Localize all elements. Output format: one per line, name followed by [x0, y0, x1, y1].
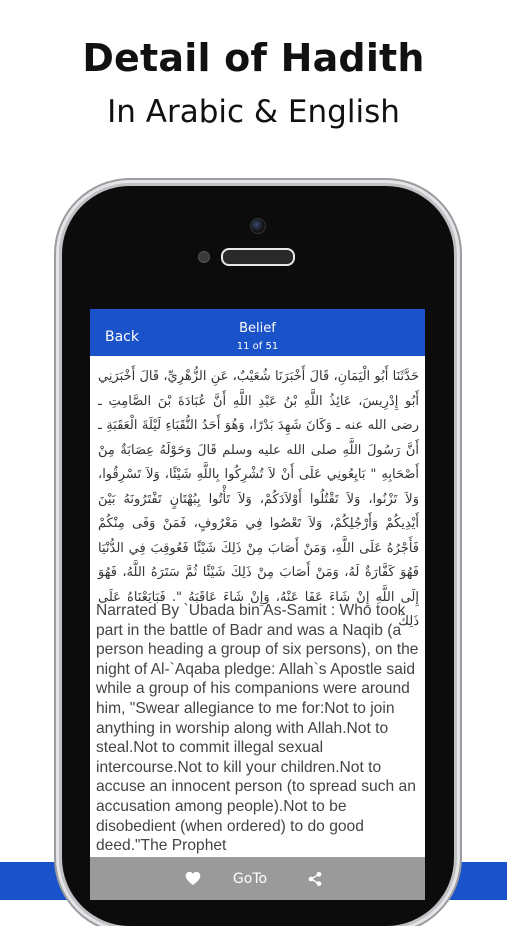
promo-subtitle: In Arabic & English — [107, 94, 400, 130]
bottom-toolbar — [90, 857, 425, 900]
english-text: Narrated By `Ubada bin As-Samit : Who took part in the battle of Badr and was a Naqib (a person heading a group of six persons), on the night of Al-`Aqaba pledge: Allah`s Apostle said while a group of his companions were around him, "Swear allegiance to me for:Not to join anything in worship along with Allah.Not to steal.Not to commit illegal sexual intercourse.Not to kill your children.Not to accuse an innocent person (to spread such an accusation among people).Not to be disobedient (when ordered) to do good deed."The Prophet — [96, 602, 419, 855]
goto-button[interactable]: GoTo — [232, 870, 268, 887]
arabic-text: حَدَّثَنَا أَبُو الْيَمَانِ، قَالَ أَخْبَرَنَا شُعَيْبٌ، عَنِ الزُّهْرِيِّ، قَالَ أَخْبَرَنِي أَبُو إِدْرِيسَ، عَائِذُ اللَّهِ بْنُ عَبْدِ اللَّهِ أَنَّ عُبَادَةَ بْنَ الصَّامِتِ ـ رضى الله عنه ـ وَكَانَ شَهِدَ بَدْرًا، وَهُوَ أَحَدُ النُّقَبَاءِ لَيْلَةَ الْعَقَبَةِ ـ أَنَّ رَسُولَ اللَّهِ صلى الله عليه وسلم قَالَ وَحَوْلَهُ عِصَابَةٌ مِنْ أَصْحَابِهِ " بَايِعُونِي عَلَى أَنْ لاَ تُشْرِكُوا بِاللَّهِ شَيْئًا، وَلاَ تَسْرِقُوا، وَلاَ تَزْنُوا، وَلاَ تَقْتُلُوا أَوْلاَدَكُمْ، وَلاَ تَأْتُوا بِبُهْتَانٍ تَفْتَرُونَهُ بَيْنَ أَيْدِيكُمْ وَأَرْجُلِكُمْ، وَلاَ تَعْصُوا فِي مَعْرُوفٍ، فَمَنْ وَفَى مِنْكُمْ فَأَجْرُهُ عَلَى اللَّهِ، وَمَنْ أَصَابَ مِنْ ذَلِكَ شَيْئًا فَعُوقِبَ فِي الدُّنْيَا فَهُوَ كَفَّارَةٌ لَهُ، وَمَنْ أَصَابَ مِنْ ذَلِكَ شَيْئًا ثُمَّ سَتَرَهُ اللَّهُ، فَهُوَ إِلَى اللَّهِ إِنْ شَاءَ عَفَا عَنْهُ، وَإِنْ شَاءَ عَاقَبَهُ ". فَبَايَعْنَاهُ عَلَى ذَلِكَ — [98, 369, 419, 629]
favorite-button[interactable] — [178, 857, 208, 900]
volume-up-button — [54, 358, 60, 408]
chapter-title: Belief — [239, 321, 276, 336]
promo-title: Detail of Hadith — [82, 36, 425, 80]
front-camera — [250, 218, 266, 234]
share-icon — [307, 871, 323, 887]
hadith-counter: 11 of 51 — [236, 341, 279, 352]
heart-icon — [185, 871, 201, 886]
navigation-bar — [90, 309, 425, 356]
back-button[interactable]: Back — [105, 329, 139, 345]
proximity-sensor — [198, 251, 210, 263]
mute-switch — [54, 300, 60, 326]
earpiece-speaker — [221, 248, 295, 266]
app-screen — [90, 309, 425, 900]
power-button — [322, 180, 382, 185]
share-button[interactable] — [300, 857, 330, 900]
volume-down-button — [54, 426, 60, 476]
